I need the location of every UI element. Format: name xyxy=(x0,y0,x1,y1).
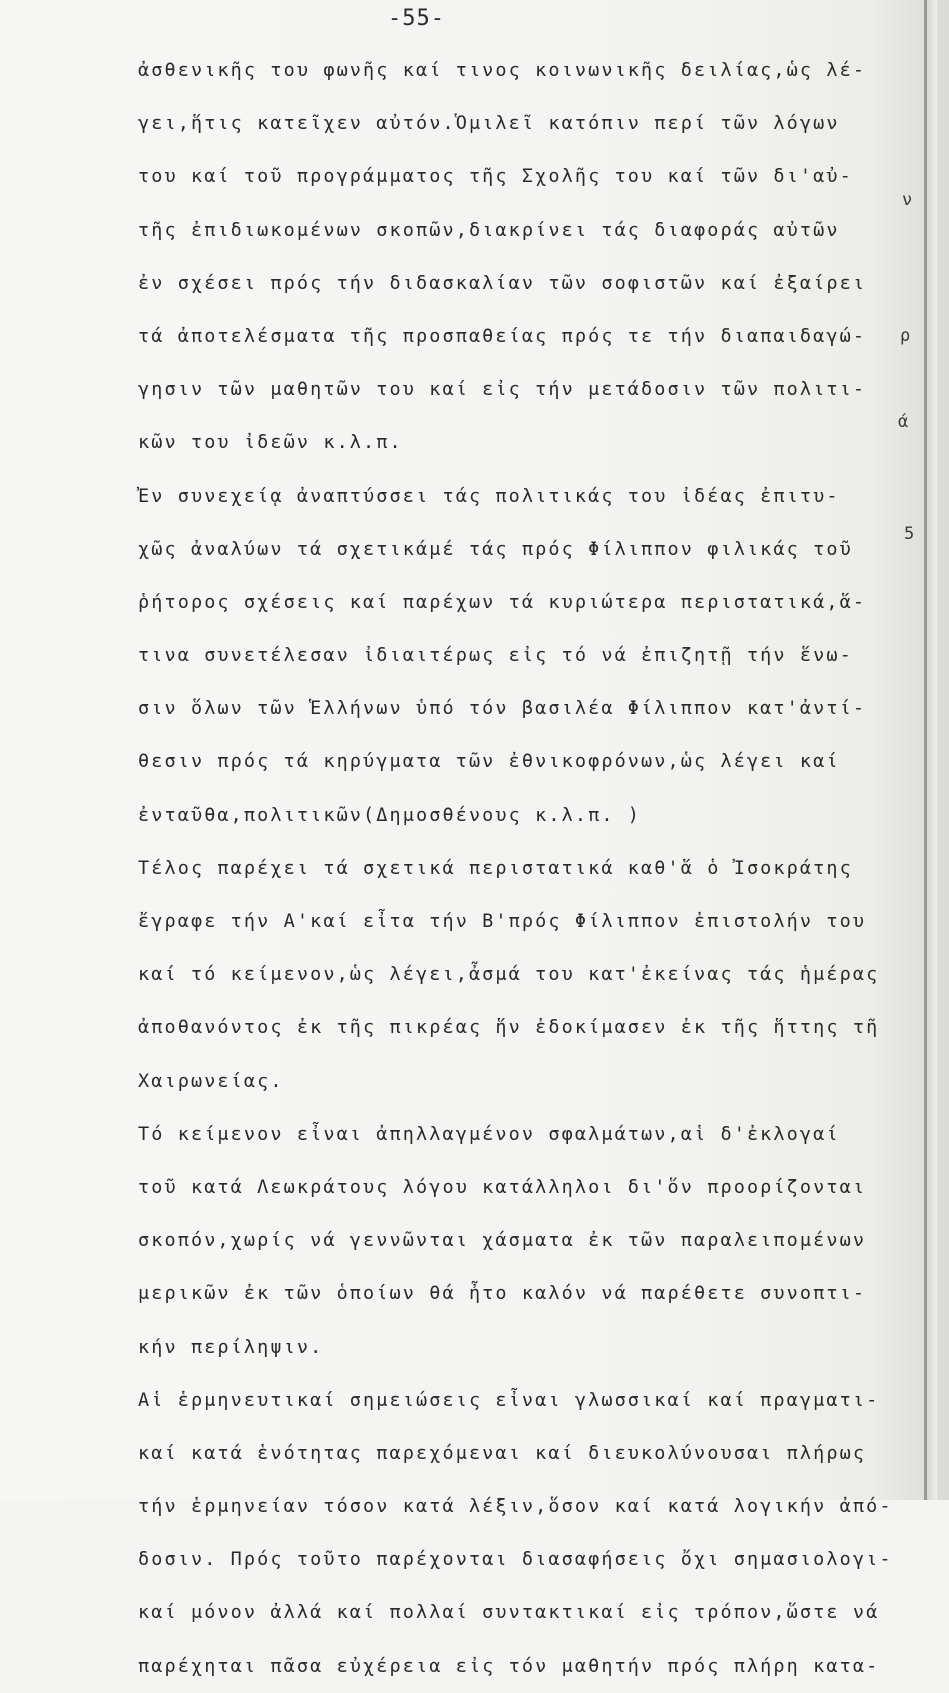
text-line: τά ἀποτελέσματα τῆς προσπαθείας πρός τε τήν διαπαιδαγώ- xyxy=(138,325,867,347)
margin-note: ά xyxy=(898,412,909,432)
text-line: τινα συνετέλεσαν ἰδιαιτέρως εἰς τό νά ἐπιζητῇ τήν ἕνω- xyxy=(138,645,853,667)
typed-text-block xyxy=(138,44,898,1693)
text-line: σκοπόν,χωρίς νά γεννῶνται χάσματα ἐκ τῶν παραλειπομένων xyxy=(138,1230,867,1252)
text-line: τοῦ κατά Λεωκράτους λόγου κατάλληλοι δι'ὅν προορίζονται xyxy=(138,1176,867,1198)
text-line: σιν ὅλων τῶν Ἑλλήνων ὑπό τόν βασιλέα Φίλιππον κατ'ἀντί- xyxy=(138,698,867,720)
text-line: ἐν σχέσει πρός τήν διδασκαλίαν τῶν σοφιστῶν καί ἐξαίρει xyxy=(138,272,867,294)
page-number: -55- xyxy=(388,6,445,31)
text-line: ῥήτορος σχέσεις καί παρέχων τά κυριώτερα περιστατικά,ἅ- xyxy=(138,591,867,613)
text-line: Χαιρωνείας. xyxy=(138,1070,284,1092)
text-line: δοσιν. Πρός τοῦτο παρέχονται διασαφήσεις ὄχι σημασιολογι- xyxy=(138,1549,893,1571)
text-line: Ἐν συνεχείᾳ ἀναπτύσσει τάς πολιτικάς του ἰδέας ἐπιτυ- xyxy=(138,485,840,507)
text-line: θεσιν πρός τά κηρύγματα τῶν ἐθνικοφρόνων,ὡς λέγει καί xyxy=(138,751,840,773)
text-line: τῆς ἐπιδιωκομένων σκοπῶν,διακρίνει τάς διαφοράς αὐτῶν xyxy=(138,219,840,241)
text-line: του καί τοῦ προγράμματος τῆς Σχολῆς του καί τῶν δι'αὐ- xyxy=(138,166,853,188)
text-line: κῶν του ἰδεῶν κ.λ.π. xyxy=(138,432,403,454)
text-line: Τό κείμενον εἶναι ἀπηλλαγμένον σφαλμάτων,αἱ δ'ἐκλογαί xyxy=(138,1123,840,1145)
text-line: Αἱ ἑρμηνευτικαί σημειώσεις εἶναι γλωσσικαί καί πραγματι- xyxy=(138,1389,880,1411)
text-line: παρέχηται πᾶσα εὐχέρεια εἰς τόν μαθητήν πρός πλήρη κατα- xyxy=(138,1655,880,1677)
margin-note: ν xyxy=(902,190,913,210)
text-line: χῶς ἀναλύων τά σχετικάμέ τάς πρός Φίλιππον φιλικάς τοῦ xyxy=(138,538,853,560)
text-line: τήν ἑρμηνείαν τόσον κατά λέξιν,ὅσον καί κατά λογικήν ἀπό- xyxy=(138,1496,893,1518)
text-line: ἔγραφε τήν Α'καί εἶτα τήν Β'πρός Φίλιππον ἐπιστολήν του xyxy=(138,911,867,932)
text-line: ἀποθανόντος ἐκ τῆς πικρέας ἥν ἐδοκίμασεν ἐκ τῆς ἥττης τῆ xyxy=(138,1017,880,1039)
text-line: Τέλος παρέχει τά σχετικά περιστατικά καθ'ἅ ὁ Ἰσοκράτης xyxy=(138,857,853,879)
text-line: ἐνταῦθα,πολιτικῶν(Δημοσθένους κ.λ.π. ) xyxy=(138,804,642,826)
margin-note: ρ xyxy=(900,326,911,346)
text-line: γησιν τῶν μαθητῶν του καί εἰς τήν μετάδοσιν τῶν πολιτι- xyxy=(138,379,867,401)
text-line: καί κατά ἑνότητας παρεχόμεναι καί διευκολύνουσαι πλήρως xyxy=(138,1442,867,1464)
margin-note: 5 xyxy=(904,524,915,544)
text-line: μερικῶν ἐκ τῶν ὁποίων θά ἦτο καλόν νά παρέθετε συνοπτι- xyxy=(138,1283,867,1305)
text-line: κήν περίληψιν. xyxy=(138,1336,324,1358)
text-line: καί τό κείμενον,ὡς λέγει,ἆσμά του κατ'ἐκείνας τάς ἡμέρας xyxy=(138,964,880,986)
text-line: ἀσθενικῆς του φωνῆς καί τινος κοινωνικῆς δειλίας,ὡς λέ- xyxy=(138,60,867,81)
text-line: γει,ἥτις κατεῖχεν αὐτόν.Ὁμιλεῖ κατόπιν περί τῶν λόγων xyxy=(138,113,840,135)
margin-notes xyxy=(896,0,926,1500)
text-line: καί μόνον ἀλλά καί πολλαί συντακτικαί εἰς τρόπον,ὥστε νά xyxy=(138,1602,880,1624)
